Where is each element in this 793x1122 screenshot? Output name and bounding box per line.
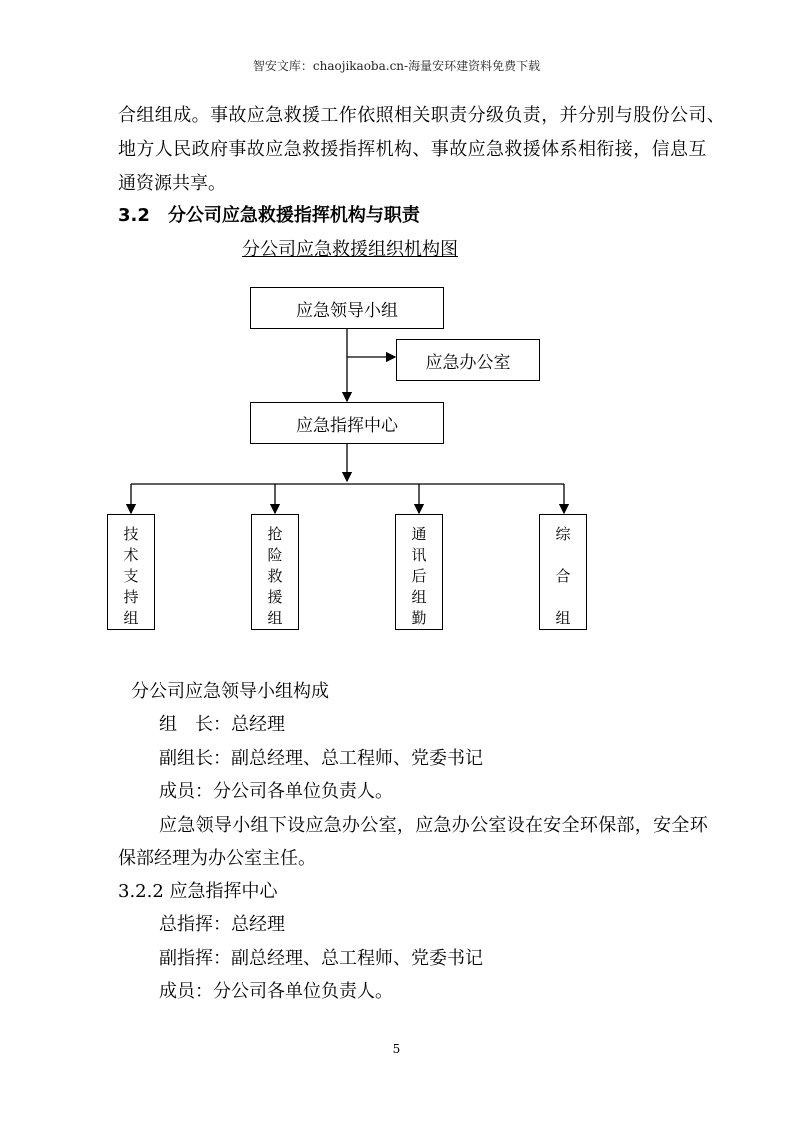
text-line: 副指挥：副总经理、总工程师、党委书记 — [159, 948, 483, 969]
org-box-comm-logistics: 通 讯 后 组 勤 — [395, 514, 443, 630]
org-box-leader: 应急领导小组 — [250, 287, 444, 329]
text-line: 分公司应急领导小组构成 — [131, 681, 329, 702]
text-line: 组 长：总经理 — [159, 714, 285, 735]
org-box-office: 应急办公室 — [396, 339, 540, 381]
org-box-general: 综 合 组 — [539, 514, 587, 630]
text-line: 应急领导小组下设应急办公室，应急办公室设在安全环保部，安全环 — [159, 815, 708, 836]
text-line: 总指挥：总经理 — [159, 914, 285, 935]
subsection-heading: 3.2.2 应急指挥中心 — [118, 881, 278, 902]
text-line: 成员：分公司各单位负责人。 — [159, 781, 393, 802]
paragraph-line: 地方人民政府事故应急救援指挥机构、事故应急救援体系相衔接，信息互 — [118, 139, 707, 160]
paragraph-line: 合组组成。事故应急救援工作依照相关职责分级负责，并分别与股份公司、 — [118, 105, 726, 126]
text-line: 成员：分公司各单位负责人。 — [159, 981, 393, 1002]
text-line: 保部经理为办公室主任。 — [118, 848, 316, 869]
org-box-rescue: 抢 险 救 援 组 — [251, 514, 299, 630]
page-number: 5 — [392, 1042, 401, 1056]
chart-caption: 分公司应急救援组织机构图 — [242, 239, 458, 260]
org-box-tech-support: 技 术 支 持 组 — [107, 514, 155, 630]
org-box-center: 应急指挥中心 — [250, 402, 444, 444]
page-header: 智安文库：chaojikaoba.cn-海量安环建资料免费下载 — [252, 59, 541, 73]
section-heading: 3.2 分公司应急救援指挥机构与职责 — [118, 205, 420, 226]
paragraph-line: 通资源共享。 — [118, 173, 226, 194]
text-line: 副组长：副总经理、总工程师、党委书记 — [159, 748, 483, 769]
